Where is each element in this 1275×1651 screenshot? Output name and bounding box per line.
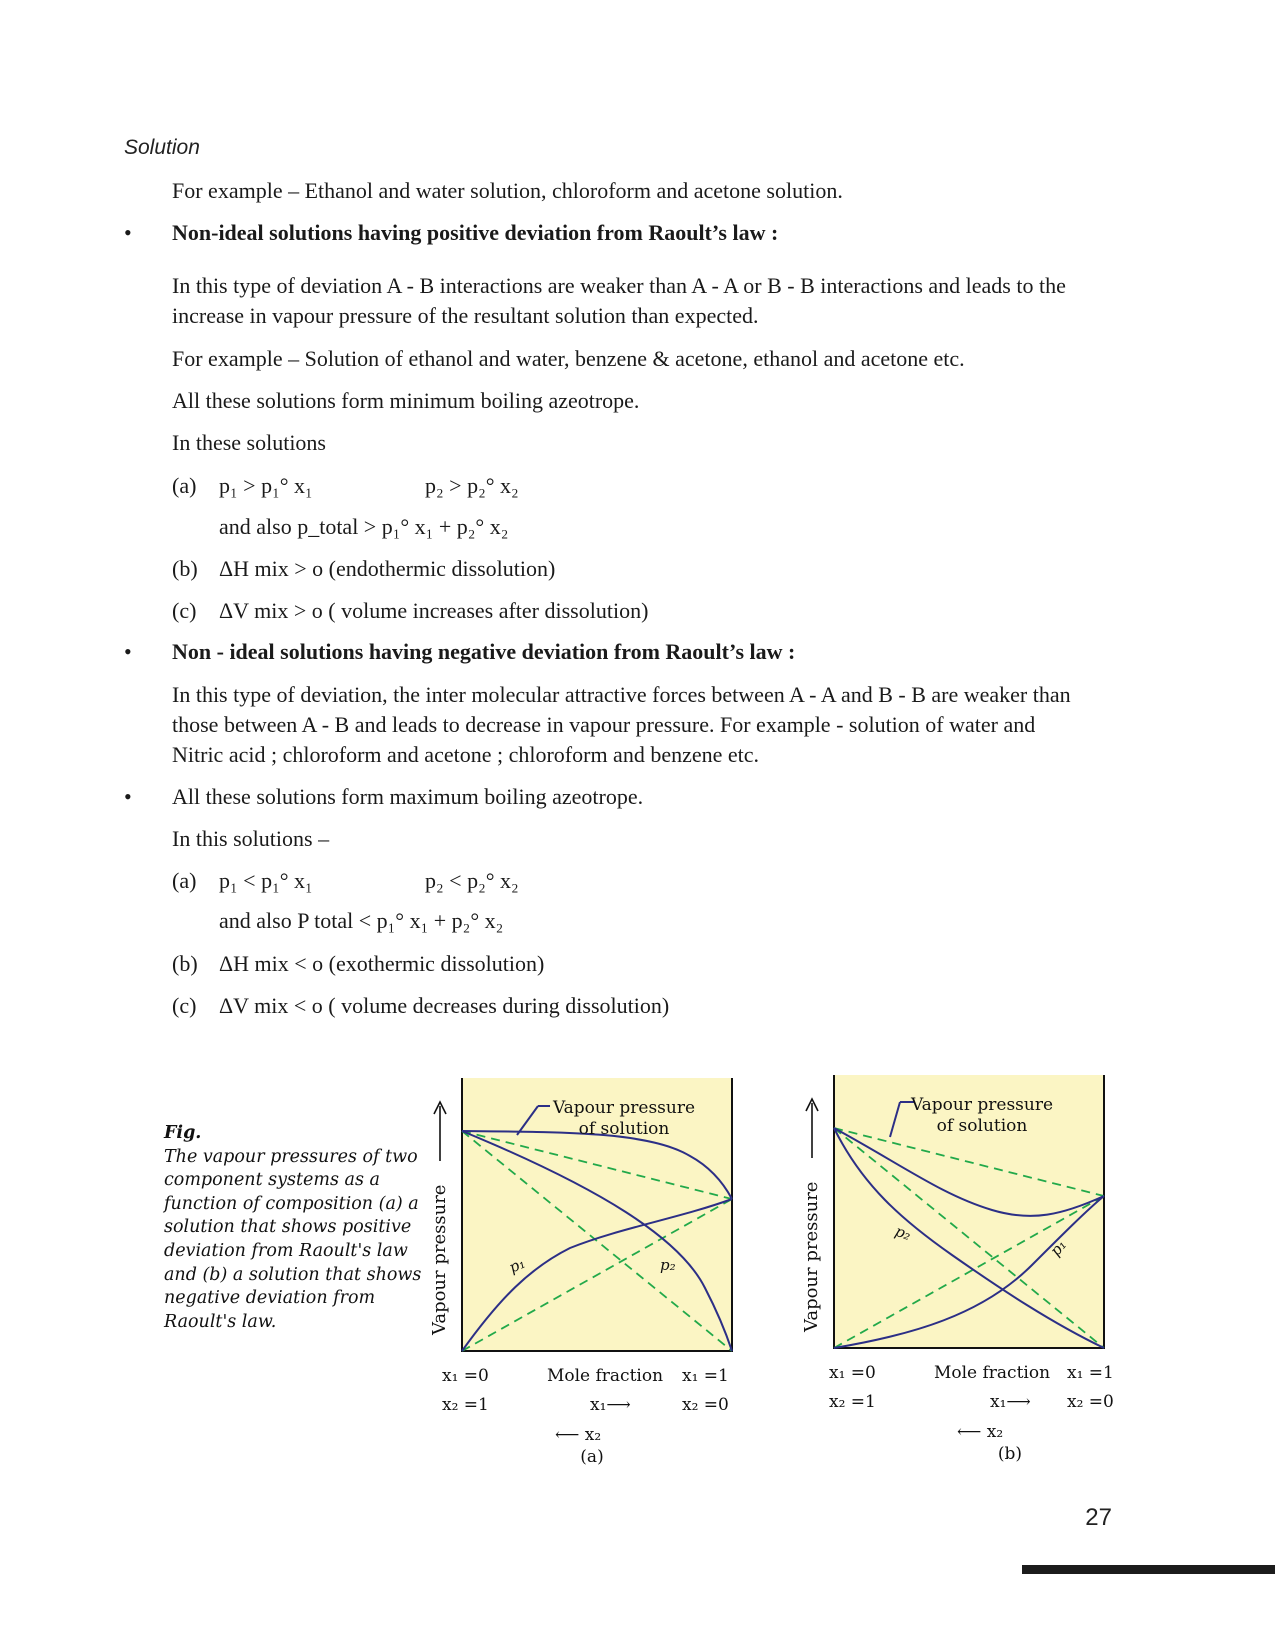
negative-intro: In this solutions –: [172, 826, 330, 851]
xlabel-b: Mole fraction: [933, 1363, 1051, 1383]
panel-label-b: (b): [997, 1444, 1023, 1464]
negative-a-eq2: p₂ < p₂° x₂: [425, 868, 519, 893]
negative-c-text: ΔV mix < o ( volume decreases during dissolution): [219, 993, 670, 1018]
bullet-negative: •: [124, 639, 132, 664]
bullet-positive: •: [124, 220, 132, 245]
example-text: For example – Ethanol and water solution, chloroform and acetone solution.: [172, 178, 843, 203]
positive-intro: In these solutions: [172, 430, 326, 455]
x-right-1-a: x₁ =1: [682, 1366, 729, 1386]
footer-rule: [1022, 1565, 1275, 1574]
negative-azeotrope: All these solutions form maximum boiling azeotrope.: [172, 784, 644, 809]
figure-panel-a: [420, 1068, 760, 1468]
annotation-line1-a: Vapour pressure: [552, 1098, 696, 1118]
arrow-x1-a: x₁⟶: [590, 1395, 631, 1415]
annotation-line2-b: of solution: [936, 1116, 1028, 1136]
figure-caption: [164, 1122, 429, 1334]
arrow-x2-a: ⟵ x₂: [555, 1425, 602, 1445]
negative-desc-line2: those between A - B and leads to decrease in vapour pressure. For example - solution of water and: [172, 712, 1036, 737]
negative-b-text: ΔH mix < o (exothermic dissolution): [219, 951, 545, 976]
positive-a-eq2: p₂ > p₂° x₂: [425, 473, 519, 498]
figure-caption-title: Fig.: [164, 1123, 202, 1143]
positive-c-text: ΔV mix > o ( volume increases after dissolution): [219, 598, 649, 623]
positive-b-label: (b): [172, 556, 198, 581]
arrow-x1-b: x₁⟶: [990, 1392, 1031, 1412]
label-p1-b: p₁: [1046, 1236, 1071, 1260]
label-p2-b: p₂: [892, 1221, 914, 1245]
figure-panel-b: [792, 1065, 1132, 1465]
running-header: Solution: [124, 136, 200, 159]
x-right-2-a: x₂ =0: [682, 1395, 729, 1415]
annotation-line1-b: Vapour pressure: [910, 1095, 1054, 1115]
heading-negative-deviation: Non - ideal solutions having negative deviation from Raoult’s law :: [172, 639, 796, 664]
positive-desc-line2: increase in vapour pressure of the resultant solution than expected.: [172, 303, 759, 328]
negative-b-label: (b): [172, 951, 198, 976]
panel-label-a: (a): [580, 1447, 604, 1467]
ylabel-a: Vapour pressure: [429, 1184, 450, 1335]
positive-c-label: (c): [172, 598, 197, 623]
negative-desc-line1: In this type of deviation, the inter molecular attractive forces between A - A and B - B are weaker than: [172, 682, 1071, 707]
positive-b-text: ΔH mix > o (endothermic dissolution): [219, 556, 556, 581]
figure-caption-text: The vapour pressures of two component systems as a function of composition (a) a solution that shows positive deviation from Raoult's law and (b) a solution that shows negative deviation from Raoult's law.: [164, 1146, 422, 1332]
negative-a-eq1: p₁ < p₁° x₁: [219, 868, 313, 893]
positive-desc-line1: In this type of deviation A - B interactions are weaker than A - A or B - B interactions and leads to the: [172, 273, 1066, 298]
bullet-azeotrope: •: [124, 784, 132, 809]
annotation-line2-a: of solution: [578, 1119, 670, 1139]
label-p2-a: p₂: [660, 1256, 676, 1274]
positive-a-eq1: p₁ > p₁° x₁: [219, 473, 313, 498]
x-right-2-b: x₂ =0: [1067, 1392, 1114, 1412]
heading-positive-deviation: Non-ideal solutions having positive deviation from Raoult’s law :: [172, 220, 779, 245]
negative-a-label: (a): [172, 868, 197, 893]
x-left-2-a: x₂ =1: [442, 1395, 489, 1415]
x-left-1-a: x₁ =0: [442, 1366, 489, 1386]
x-left-1-b: x₁ =0: [829, 1363, 876, 1383]
negative-desc-line3: Nitric acid ; chloroform and acetone ; chloroform and benzene etc.: [172, 742, 760, 767]
x-right-1-b: x₁ =1: [1067, 1363, 1114, 1383]
x-left-2-b: x₂ =1: [829, 1392, 876, 1412]
positive-a-label: (a): [172, 473, 197, 498]
ylabel-b: Vapour pressure: [801, 1181, 822, 1332]
positive-azeotrope: All these solutions form minimum boiling azeotrope.: [172, 388, 640, 413]
page-number: 27: [1085, 1504, 1112, 1531]
negative-a-also: and also P total < p₁° x₁ + p₂° x₂: [219, 908, 504, 933]
label-p1-a: p₁: [506, 1253, 528, 1277]
xlabel-a: Mole fraction: [546, 1366, 664, 1386]
positive-a-also: and also p_total > p₁° x₁ + p₂° x₂: [219, 514, 509, 539]
negative-c-label: (c): [172, 993, 197, 1018]
positive-example: For example – Solution of ethanol and water, benzene & acetone, ethanol and acetone etc.: [172, 346, 965, 371]
arrow-x2-b: ⟵ x₂: [957, 1422, 1004, 1442]
